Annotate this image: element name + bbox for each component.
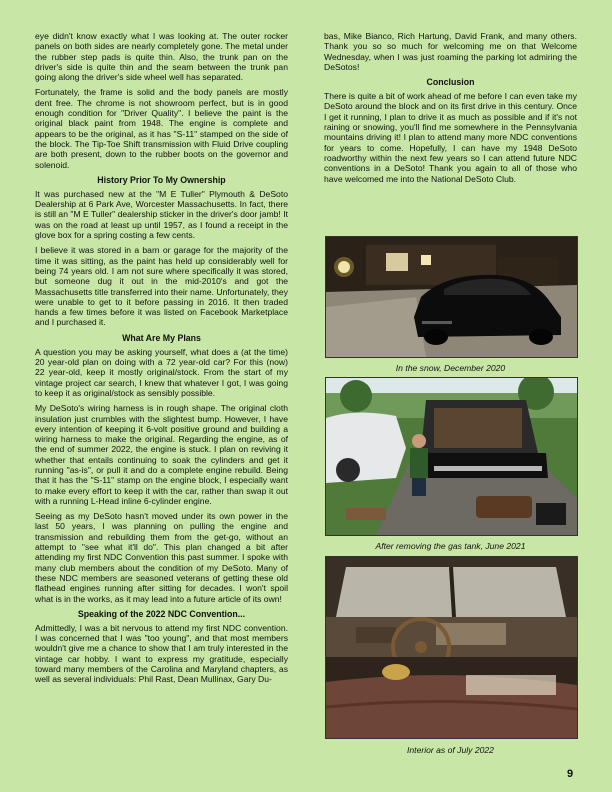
page-number: 9 bbox=[567, 768, 574, 780]
photo-caption: In the snow, December 2020 bbox=[395, 363, 506, 373]
photo-car-in-snow bbox=[325, 236, 578, 358]
paragraph: eye didn't know exactly what I was looking at. The outer rocker panels on both sides are nearly completely gone. The metal under the rubber step pads is quite thin. Also, the trunk pan on the driver's side is quite thin and the seam between the trunk pan going along the driver's side wheel well has separated. bbox=[35, 31, 288, 83]
photo-caption: Interior as of July 2022 bbox=[407, 745, 494, 755]
right-column bbox=[324, 31, 577, 189]
paragraph: Admittedly, I was a bit nervous to attend my first NDC convention. I was concerned that I was "too young", and that most members wouldn't give me a chance to show that I am truly interested in the vintage car hobby. I want to express my gratitude, especially toward many members of the Carolina and Maryland chapters, as well as several individuals: Phil Rast, Dean Mullinax, Gary Du- bbox=[35, 622, 288, 685]
section-heading: Conclusion bbox=[426, 77, 475, 88]
paragraph: It was purchased new at the "M E Tuller" Plymouth & DeSoto Dealership at 6 Park Ave, Worcester Massachusetts. In fact, there is still an "M E Tuller" dealership sticker in the driver's door jamb! It was on the road at least up until 1957, as I found a receipt in the glove box for a spring costing a few cents. bbox=[35, 188, 288, 241]
paragraph: I believe it was stored in a barn or garage for the majority of the time it was sitting, as the paint has held up considerably well for being 74 years old. I am not sure where specifically it was stored, but someone dug it out in the mid-2010's and got the Massachusetts title transferred into their name. Unfortunately, they were unable to get to it before passing in 2016. It then traded hands a few times before it was listed on Facebook Marketplace and I purchased it. bbox=[35, 245, 288, 328]
left-column bbox=[35, 31, 288, 690]
paragraph: bas, Mike Bianco, Rich Hartung, David Frank, and many others. Thank you so so much for welcoming me on that Welcome Wednesday, when I was just roaming the parking lot admiring the DeSotos! bbox=[324, 31, 577, 72]
paragraph: There is quite a bit of work ahead of me before I can even take my DeSoto around the block and on its first drive in this century. Once I get it running, I plan to drive it as much as possible and if it's not raining or snowing, you'll find me somewhere in the Pennsylvania mountains driving it! I plan to attend many more NDC conventions for years to come. Hopefully, I can have my 1948 DeSoto roadworthy within the next few years so I can attend future NDC conventions in a DeSoto! Thank you again to all of those who have welcomed me into the National DeSoto Club. bbox=[324, 91, 577, 184]
section-heading: History Prior To My Ownership bbox=[97, 174, 226, 185]
section-heading: What Are My Plans bbox=[122, 332, 201, 343]
paragraph: A question you may be asking yourself, what does a (at the time) 20 year-old plan on doing with a 72 year-old car? For this (now) 22 year-old, keep it mostly original/stock. From the start of my vintage project car search, I knew that whatever I got, I was going to keep it as original/stock as sensibly possible. bbox=[35, 346, 288, 398]
photo-gas-tank-removed bbox=[325, 377, 578, 536]
photo-caption: After removing the gas tank, June 2021 bbox=[375, 541, 526, 551]
paragraph: Seeing as my DeSoto hasn't moved under its own power in the last 50 years, I was planning on pulling the engine and transmission and rebuilding them from the get-go, without an attempt to "see what it'll do". This plan changed a bit after attending my first NDC Convention this past summer. I spoke with many club members about the condition of my DeSoto. Many of these NDC members are seasoned veterans of getting these old flathead engines running after sitting for decades. I won't spoil what is in the works, as it may lead into a future article of its own! bbox=[35, 511, 288, 604]
section-heading: Speaking of the 2022 NDC Convention... bbox=[77, 608, 246, 619]
paragraph: Fortunately, the frame is solid and the body panels are mostly dent free. The chrome is not showroom perfect, but is in good enough condition for "Driver Quality". I believe the paint is the original black paint from 1948. The engine is complete and appears to be the original, as it has "S-11" stamped on the side of the block. The Tip-Toe Shift transmission with Fluid Drive coupling are both present, down to the rubber boots on the governor and solenoid. bbox=[35, 87, 288, 170]
paragraph: My DeSoto's wiring harness is in rough shape. The original cloth insulation just crumbles with the slightest bump. However, I have every intention of keeping it 6-volt positive ground and building a wiring harness to make the original. Regarding the engine, as of the end of summer 2022, the engine is stuck. I plan on reviving it whether that entails continuing to soak the cylinders and get it running "as-is", or pull it and do a complete engine rebuild. Being that it has the "S-11" stamp on the engine block, I especially want to make every effort to keep it with the car, rather than swap it out with a running L-Head inline 6-cylinder engine. bbox=[35, 403, 288, 506]
photo-interior bbox=[325, 556, 578, 739]
